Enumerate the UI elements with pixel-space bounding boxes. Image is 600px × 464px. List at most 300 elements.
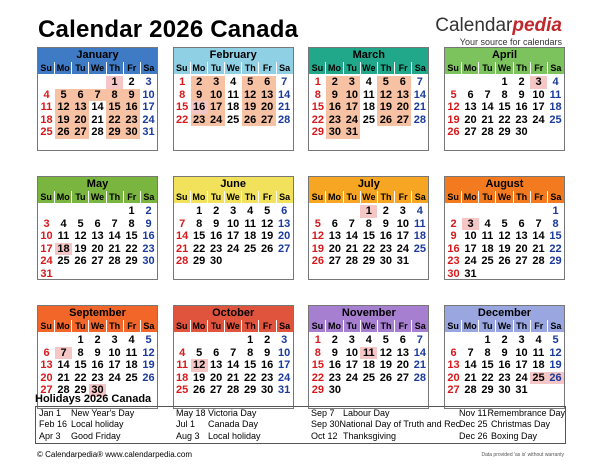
day-cell[interactable]: 19 xyxy=(193,371,206,384)
day-cell[interactable]: 7 xyxy=(111,217,118,230)
day-cell[interactable]: 30 xyxy=(515,126,528,139)
day-cell[interactable]: 2 xyxy=(501,334,508,346)
day-cell[interactable]: 10 xyxy=(396,217,409,230)
day-cell[interactable]: 31 xyxy=(278,384,291,397)
day-cell[interactable]: 22 xyxy=(481,371,494,384)
day-cell[interactable]: 8 xyxy=(365,217,372,230)
day-cell[interactable]: 25 xyxy=(176,384,189,397)
day-cell[interactable]: 25 xyxy=(481,255,494,268)
day-cell[interactable]: 2 xyxy=(450,217,457,230)
day-cell[interactable]: 10 xyxy=(40,230,53,243)
day-cell[interactable]: 3 xyxy=(230,205,237,217)
day-cell[interactable]: 11 xyxy=(363,88,375,101)
day-cell[interactable]: 10 xyxy=(464,230,477,243)
day-cell[interactable]: 7 xyxy=(55,347,72,360)
day-cell[interactable]: 22 xyxy=(193,242,206,255)
day-cell[interactable]: 12 xyxy=(261,217,274,230)
day-cell[interactable]: 17 xyxy=(515,359,528,372)
day-cell[interactable]: 19 xyxy=(142,359,155,372)
day-cell[interactable]: 20 xyxy=(278,230,291,243)
day-cell[interactable]: 15 xyxy=(244,359,257,372)
day-cell[interactable]: 16 xyxy=(326,101,343,114)
day-cell[interactable]: 19 xyxy=(261,230,274,243)
day-cell[interactable]: 23 xyxy=(191,114,208,127)
day-cell[interactable]: 30 xyxy=(328,384,341,397)
day-cell[interactable]: 2 xyxy=(94,334,101,346)
day-cell[interactable]: 20 xyxy=(396,359,409,372)
day-cell[interactable]: 25 xyxy=(413,242,426,255)
day-cell[interactable]: 25 xyxy=(227,113,240,126)
day-cell[interactable]: 18 xyxy=(362,359,375,372)
day-cell[interactable]: 3 xyxy=(111,334,118,346)
day-cell[interactable]: 19 xyxy=(379,359,392,372)
day-cell[interactable]: 8 xyxy=(247,346,254,359)
day-cell[interactable]: 16 xyxy=(447,242,460,255)
day-cell[interactable]: 16 xyxy=(123,101,140,114)
day-cell[interactable]: 28 xyxy=(345,255,358,268)
day-cell[interactable]: 18 xyxy=(244,230,257,243)
day-cell[interactable]: 16 xyxy=(91,359,104,372)
day-cell[interactable]: 6 xyxy=(281,205,288,217)
day-cell[interactable]: 18 xyxy=(125,359,138,372)
day-cell[interactable]: 13 xyxy=(210,359,223,372)
day-cell[interactable]: 10 xyxy=(142,88,155,101)
day-cell[interactable]: 31 xyxy=(142,126,155,139)
day-cell[interactable]: 28 xyxy=(464,384,477,397)
day-cell[interactable]: 6 xyxy=(518,217,525,230)
day-cell[interactable]: 5 xyxy=(450,88,457,101)
day-cell[interactable]: 4 xyxy=(484,217,491,230)
day-cell[interactable]: 13 xyxy=(464,101,477,114)
day-cell[interactable]: 28 xyxy=(108,255,121,268)
day-cell[interactable]: 25 xyxy=(244,242,257,255)
day-cell[interactable]: 22 xyxy=(549,242,562,255)
day-cell[interactable]: 2 xyxy=(382,205,389,217)
day-cell[interactable]: 11 xyxy=(360,347,377,360)
day-cell[interactable]: 30 xyxy=(123,126,140,139)
day-cell[interactable]: 28 xyxy=(413,371,426,384)
day-cell[interactable]: 28 xyxy=(227,384,240,397)
day-cell[interactable]: 15 xyxy=(362,230,375,243)
day-cell[interactable]: 17 xyxy=(532,101,545,114)
day-cell[interactable]: 23 xyxy=(123,114,140,127)
day-cell[interactable]: 18 xyxy=(227,101,240,114)
day-cell[interactable]: 3 xyxy=(462,218,479,231)
day-cell[interactable]: 3 xyxy=(348,334,355,346)
day-cell[interactable]: 16 xyxy=(328,359,341,372)
day-cell[interactable]: 11 xyxy=(532,346,545,359)
day-cell[interactable]: 23 xyxy=(515,113,528,126)
day-cell[interactable]: 7 xyxy=(179,217,186,230)
day-cell[interactable]: 18 xyxy=(40,113,53,126)
day-cell[interactable]: 5 xyxy=(196,346,203,359)
day-cell[interactable]: 4 xyxy=(535,334,542,346)
day-cell[interactable]: 27 xyxy=(396,371,409,384)
day-cell[interactable]: 31 xyxy=(343,126,360,139)
day-cell[interactable]: 9 xyxy=(501,346,508,359)
day-cell[interactable]: 17 xyxy=(345,359,358,372)
day-cell[interactable]: 24 xyxy=(227,242,240,255)
day-cell[interactable]: 21 xyxy=(413,101,426,114)
footer-copyright[interactable]: © Calendarpedia® www.calendarpedia.com xyxy=(37,450,192,459)
day-cell[interactable]: 15 xyxy=(106,101,123,114)
day-cell[interactable]: 11 xyxy=(549,88,562,101)
day-cell[interactable]: 20 xyxy=(91,242,104,255)
day-cell[interactable]: 9 xyxy=(331,346,338,359)
day-cell[interactable]: 4 xyxy=(247,205,254,217)
day-cell[interactable]: 8 xyxy=(484,346,491,359)
day-cell[interactable]: 10 xyxy=(208,89,225,102)
day-cell[interactable]: 26 xyxy=(547,372,564,385)
day-cell[interactable]: 10 xyxy=(343,89,360,102)
day-cell[interactable]: 16 xyxy=(379,230,392,243)
day-cell[interactable]: 12 xyxy=(311,230,324,243)
day-cell[interactable]: 29 xyxy=(125,255,138,268)
day-cell[interactable]: 8 xyxy=(314,88,321,101)
day-cell[interactable]: 24 xyxy=(142,113,155,126)
calendarpedia-logo[interactable] xyxy=(435,16,562,47)
day-cell[interactable]: 16 xyxy=(498,359,511,372)
day-cell[interactable]: 23 xyxy=(328,371,341,384)
day-cell[interactable]: 26 xyxy=(55,126,72,139)
day-cell[interactable]: 4 xyxy=(365,76,372,88)
day-cell[interactable]: 19 xyxy=(74,242,87,255)
day-cell[interactable]: 21 xyxy=(413,359,426,372)
day-cell[interactable]: 21 xyxy=(176,242,189,255)
day-cell[interactable]: 14 xyxy=(176,230,189,243)
day-cell[interactable]: 24 xyxy=(396,242,409,255)
day-cell[interactable]: 22 xyxy=(362,242,375,255)
day-cell[interactable]: 2 xyxy=(213,205,220,217)
day-cell[interactable]: 14 xyxy=(345,230,358,243)
day-cell[interactable]: 17 xyxy=(278,359,291,372)
day-cell[interactable]: 22 xyxy=(498,113,511,126)
day-cell[interactable]: 26 xyxy=(242,114,259,127)
day-cell[interactable]: 12 xyxy=(447,101,460,114)
day-cell[interactable]: 20 xyxy=(210,371,223,384)
day-cell[interactable]: 23 xyxy=(326,114,343,127)
day-cell[interactable]: 24 xyxy=(532,113,545,126)
day-cell[interactable]: 18 xyxy=(481,242,494,255)
day-cell[interactable]: 14 xyxy=(278,88,291,101)
day-cell[interactable]: 12 xyxy=(549,346,562,359)
day-cell[interactable]: 19 xyxy=(242,101,259,114)
day-cell[interactable]: 8 xyxy=(179,88,186,101)
day-cell[interactable]: 11 xyxy=(481,230,494,243)
day-cell[interactable]: 23 xyxy=(210,242,223,255)
day-cell[interactable]: 21 xyxy=(227,371,240,384)
day-cell[interactable]: 21 xyxy=(345,242,358,255)
day-cell[interactable]: 6 xyxy=(394,76,411,89)
day-cell[interactable]: 13 xyxy=(72,101,89,114)
day-cell[interactable]: 27 xyxy=(394,114,411,127)
day-cell[interactable]: 15 xyxy=(549,230,562,243)
day-cell[interactable]: 14 xyxy=(532,230,545,243)
day-cell[interactable]: 17 xyxy=(142,101,155,114)
day-cell[interactable]: 11 xyxy=(414,217,426,230)
day-cell[interactable]: 30 xyxy=(379,255,392,268)
day-cell[interactable]: 26 xyxy=(379,371,392,384)
day-cell[interactable]: 15 xyxy=(481,359,494,372)
day-cell[interactable]: 1 xyxy=(314,76,321,88)
day-cell[interactable]: 23 xyxy=(379,242,392,255)
day-cell[interactable]: 17 xyxy=(40,242,53,255)
day-cell[interactable]: 21 xyxy=(57,371,70,384)
day-cell[interactable]: 11 xyxy=(40,101,53,114)
day-cell[interactable]: 25 xyxy=(125,371,138,384)
day-cell[interactable]: 29 xyxy=(481,384,494,397)
day-cell[interactable]: 31 xyxy=(40,267,53,280)
day-cell[interactable]: 6 xyxy=(467,88,474,101)
day-cell[interactable]: 23 xyxy=(261,371,274,384)
day-cell[interactable]: 11 xyxy=(125,346,138,359)
day-cell[interactable]: 14 xyxy=(413,88,426,101)
day-cell[interactable]: 29 xyxy=(244,384,257,397)
day-cell[interactable]: 2 xyxy=(264,334,271,346)
day-cell[interactable]: 4 xyxy=(60,217,67,230)
day-cell[interactable]: 26 xyxy=(498,255,511,268)
day-cell[interactable]: 6 xyxy=(43,346,50,359)
day-cell[interactable]: 2 xyxy=(145,205,152,217)
day-cell[interactable]: 24 xyxy=(208,114,225,127)
day-cell[interactable]: 30 xyxy=(447,267,460,280)
day-cell[interactable]: 3 xyxy=(208,76,225,89)
day-cell[interactable]: 13 xyxy=(40,359,53,372)
day-cell[interactable]: 27 xyxy=(328,255,341,268)
day-cell[interactable]: 4 xyxy=(365,334,372,346)
day-cell[interactable]: 9 xyxy=(191,89,208,102)
day-cell[interactable]: 6 xyxy=(213,346,220,359)
day-cell[interactable]: 22 xyxy=(74,371,87,384)
day-cell[interactable]: 28 xyxy=(413,113,426,126)
day-cell[interactable]: 1 xyxy=(196,205,203,217)
day-cell[interactable]: 29 xyxy=(498,126,511,139)
day-cell[interactable]: 18 xyxy=(413,230,426,243)
day-cell[interactable]: 17 xyxy=(464,242,477,255)
day-cell[interactable]: 7 xyxy=(416,76,423,88)
day-cell[interactable]: 14 xyxy=(227,359,240,372)
day-cell[interactable]: 5 xyxy=(377,76,394,89)
day-cell[interactable]: 3 xyxy=(399,205,406,217)
day-cell[interactable]: 8 xyxy=(106,89,123,102)
day-cell[interactable]: 29 xyxy=(549,255,562,268)
day-cell[interactable]: 12 xyxy=(74,230,87,243)
day-cell[interactable]: 12 xyxy=(498,230,511,243)
day-cell[interactable]: 18 xyxy=(549,101,562,114)
day-cell[interactable]: 14 xyxy=(91,101,104,114)
day-cell[interactable]: 30 xyxy=(326,126,343,139)
day-cell[interactable]: 23 xyxy=(447,255,460,268)
day-cell[interactable]: 10 xyxy=(532,88,545,101)
day-cell[interactable]: 6 xyxy=(450,346,457,359)
day-cell[interactable]: 15 xyxy=(311,101,324,114)
day-cell[interactable]: 22 xyxy=(244,371,257,384)
day-cell[interactable]: 21 xyxy=(481,113,494,126)
day-cell[interactable]: 13 xyxy=(91,230,104,243)
day-cell[interactable]: 30 xyxy=(89,384,106,397)
day-cell[interactable]: 5 xyxy=(145,334,152,346)
day-cell[interactable]: 9 xyxy=(518,88,525,101)
day-cell[interactable]: 25 xyxy=(362,113,375,126)
day-cell[interactable]: 29 xyxy=(193,255,206,268)
day-cell[interactable]: 19 xyxy=(55,114,72,127)
day-cell[interactable]: 13 xyxy=(447,359,460,372)
day-cell[interactable]: 1 xyxy=(179,76,186,88)
day-cell[interactable]: 29 xyxy=(362,255,375,268)
day-cell[interactable]: 24 xyxy=(108,371,121,384)
day-cell[interactable]: 17 xyxy=(108,359,121,372)
day-cell[interactable]: 19 xyxy=(549,359,562,372)
day-cell[interactable]: 9 xyxy=(382,217,389,230)
day-cell[interactable]: 3 xyxy=(281,334,288,346)
day-cell[interactable]: 11 xyxy=(227,88,239,101)
day-cell[interactable]: 12 xyxy=(191,359,208,372)
day-cell[interactable]: 22 xyxy=(176,113,189,126)
day-cell[interactable]: 8 xyxy=(552,217,559,230)
day-cell[interactable]: 28 xyxy=(278,113,291,126)
day-cell[interactable]: 20 xyxy=(464,113,477,126)
day-cell[interactable]: 4 xyxy=(552,76,559,88)
day-cell[interactable]: 12 xyxy=(377,89,394,102)
day-cell[interactable]: 16 xyxy=(210,230,223,243)
day-cell[interactable]: 22 xyxy=(125,242,138,255)
day-cell[interactable]: 1 xyxy=(484,334,491,346)
day-cell[interactable]: 20 xyxy=(40,371,53,384)
day-cell[interactable]: 26 xyxy=(142,371,155,384)
day-cell[interactable]: 12 xyxy=(379,346,392,359)
day-cell[interactable]: 8 xyxy=(314,346,321,359)
day-cell[interactable]: 7 xyxy=(484,88,491,101)
day-cell[interactable]: 7 xyxy=(416,334,423,346)
day-cell[interactable]: 14 xyxy=(464,359,477,372)
day-cell[interactable]: 9 xyxy=(213,217,220,230)
day-cell[interactable]: 11 xyxy=(176,359,188,372)
day-cell[interactable]: 24 xyxy=(345,371,358,384)
day-cell[interactable]: 25 xyxy=(549,113,562,126)
day-cell[interactable]: 1 xyxy=(501,76,508,88)
day-cell[interactable]: 1 xyxy=(106,76,123,89)
day-cell[interactable]: 28 xyxy=(481,126,494,139)
day-cell[interactable]: 20 xyxy=(259,101,276,114)
day-cell[interactable]: 26 xyxy=(193,384,206,397)
day-cell[interactable]: 27 xyxy=(91,255,104,268)
day-cell[interactable]: 10 xyxy=(345,346,358,359)
day-cell[interactable]: 28 xyxy=(176,255,189,268)
day-cell[interactable]: 9 xyxy=(326,89,343,102)
day-cell[interactable]: 6 xyxy=(72,89,89,102)
day-cell[interactable]: 15 xyxy=(498,101,511,114)
day-cell[interactable]: 29 xyxy=(311,126,324,139)
day-cell[interactable]: 27 xyxy=(259,114,276,127)
day-cell[interactable]: 24 xyxy=(343,114,360,127)
day-cell[interactable]: 13 xyxy=(396,346,409,359)
day-cell[interactable]: 14 xyxy=(108,230,121,243)
day-cell[interactable]: 12 xyxy=(55,101,72,114)
day-cell[interactable]: 6 xyxy=(259,76,276,89)
day-cell[interactable]: 16 xyxy=(191,101,208,114)
day-cell[interactable]: 27 xyxy=(40,384,53,397)
day-cell[interactable]: 30 xyxy=(142,255,155,268)
day-cell[interactable]: 14 xyxy=(413,346,426,359)
day-cell[interactable]: 8 xyxy=(196,217,203,230)
day-cell[interactable]: 2 xyxy=(326,76,343,89)
day-cell[interactable]: 27 xyxy=(72,126,89,139)
day-cell[interactable]: 29 xyxy=(311,384,324,397)
day-cell[interactable]: 17 xyxy=(208,101,225,114)
day-cell[interactable]: 29 xyxy=(74,384,87,397)
day-cell[interactable]: 30 xyxy=(210,255,223,268)
day-cell[interactable]: 5 xyxy=(314,217,321,230)
day-cell[interactable]: 26 xyxy=(74,255,87,268)
day-cell[interactable]: 21 xyxy=(464,371,477,384)
day-cell[interactable]: 6 xyxy=(399,334,406,346)
day-cell[interactable]: 1 xyxy=(128,205,135,217)
day-cell[interactable]: 7 xyxy=(348,217,355,230)
day-cell[interactable]: 10 xyxy=(515,346,528,359)
day-cell[interactable]: 1 xyxy=(552,205,559,217)
day-cell[interactable]: 18 xyxy=(532,359,545,372)
day-cell[interactable]: 15 xyxy=(193,230,206,243)
day-cell[interactable]: 26 xyxy=(311,255,324,268)
day-cell[interactable]: 9 xyxy=(450,230,457,243)
day-cell[interactable]: 5 xyxy=(382,334,389,346)
day-cell[interactable]: 5 xyxy=(77,217,84,230)
day-cell[interactable]: 8 xyxy=(77,346,84,359)
day-cell[interactable]: 25 xyxy=(530,372,547,385)
day-cell[interactable]: 1 xyxy=(314,334,321,346)
day-cell[interactable]: 2 xyxy=(518,76,525,88)
day-cell[interactable]: 28 xyxy=(57,384,70,397)
day-cell[interactable]: 2 xyxy=(331,334,338,346)
day-cell[interactable]: 21 xyxy=(532,242,545,255)
day-cell[interactable]: 9 xyxy=(123,89,140,102)
day-cell[interactable]: 1 xyxy=(247,334,254,346)
day-cell[interactable]: 24 xyxy=(464,255,477,268)
day-cell[interactable]: 13 xyxy=(394,89,411,102)
day-cell[interactable]: 30 xyxy=(498,384,511,397)
day-cell[interactable]: 7 xyxy=(535,217,542,230)
day-cell[interactable]: 10 xyxy=(227,217,240,230)
day-cell[interactable]: 13 xyxy=(259,89,276,102)
day-cell[interactable]: 16 xyxy=(515,101,528,114)
day-cell[interactable]: 20 xyxy=(447,371,460,384)
day-cell[interactable]: 17 xyxy=(396,230,409,243)
day-cell[interactable]: 7 xyxy=(467,346,474,359)
day-cell[interactable]: 13 xyxy=(515,230,528,243)
day-cell[interactable]: 2 xyxy=(191,76,208,89)
day-cell[interactable]: 26 xyxy=(377,114,394,127)
day-cell[interactable]: 23 xyxy=(142,242,155,255)
day-cell[interactable]: 26 xyxy=(261,242,274,255)
day-cell[interactable]: 21 xyxy=(91,113,104,126)
day-cell[interactable]: 4 xyxy=(179,346,186,359)
day-cell[interactable]: 4 xyxy=(230,76,237,88)
day-cell[interactable]: 10 xyxy=(108,346,121,359)
day-cell[interactable]: 19 xyxy=(498,242,511,255)
day-cell[interactable]: 31 xyxy=(515,384,528,397)
day-cell[interactable]: 5 xyxy=(501,217,508,230)
day-cell[interactable]: 7 xyxy=(230,346,237,359)
day-cell[interactable]: 24 xyxy=(515,371,528,384)
day-cell[interactable]: 7 xyxy=(281,76,288,88)
day-cell[interactable]: 28 xyxy=(532,255,545,268)
day-cell[interactable]: 2 xyxy=(128,76,135,88)
day-cell[interactable]: 10 xyxy=(278,346,291,359)
day-cell[interactable]: 19 xyxy=(311,242,324,255)
day-cell[interactable]: 1 xyxy=(77,334,84,346)
day-cell[interactable]: 14 xyxy=(481,101,494,114)
day-cell[interactable]: 15 xyxy=(125,230,138,243)
